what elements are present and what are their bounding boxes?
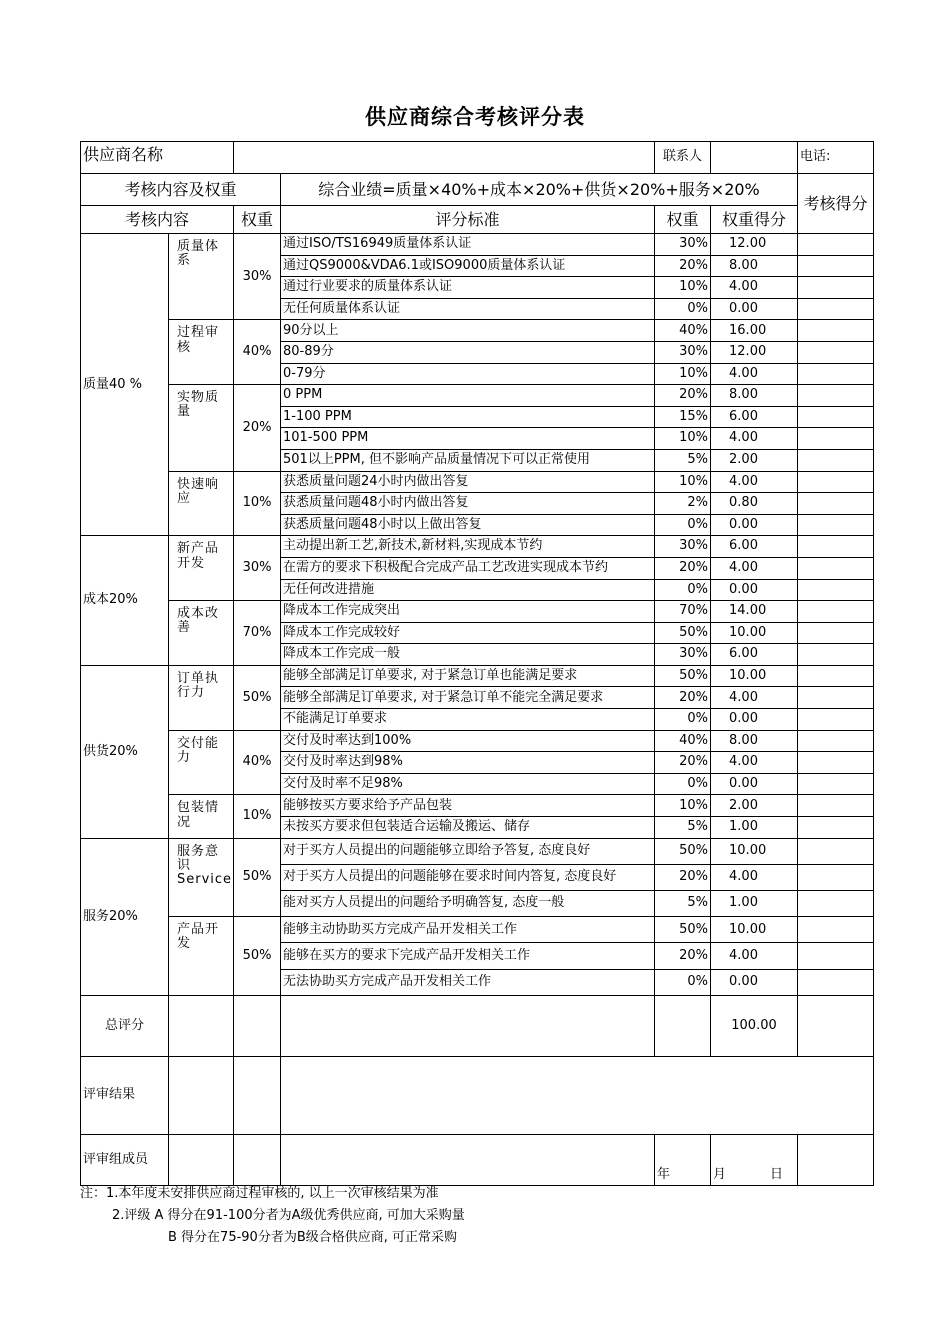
col-weight-header: 权重	[234, 206, 281, 234]
criteria-weight: 5%	[655, 891, 711, 917]
criteria-text: 获悉质量问题48小时内做出答复	[281, 493, 655, 515]
col-criteria-header: 评分标准	[281, 206, 655, 234]
weighted-score: 1.00	[711, 891, 798, 917]
criteria-weight: 50%	[655, 622, 711, 644]
criteria-text: 能够全部满足订单要求, 对于紧急订单也能满足要求	[281, 665, 655, 687]
assessment-score-field[interactable]	[798, 298, 874, 320]
subcategory-weight: 10%	[234, 471, 281, 536]
criteria-text: 0-79分	[281, 363, 655, 385]
weighted-score: 4.00	[711, 277, 798, 299]
subcategory-weight: 20%	[234, 385, 281, 471]
weighted-score: 0.00	[711, 773, 798, 795]
assessment-score-field[interactable]	[798, 255, 874, 277]
weighted-score: 4.00	[711, 428, 798, 450]
criteria-text: 对于买方人员提出的问题能够在要求时间内答复, 态度良好	[281, 864, 655, 890]
subcategory-weight: 10%	[234, 795, 281, 838]
weighted-score: 10.00	[711, 665, 798, 687]
assessment-score-field[interactable]	[798, 363, 874, 385]
weighted-score: 12.00	[711, 234, 798, 256]
criteria-weight: 70%	[655, 601, 711, 623]
weighted-score: 12.00	[711, 341, 798, 363]
subcategory-name: 包装情况	[169, 795, 234, 838]
weighted-score: 4.00	[711, 557, 798, 579]
assessment-score-field[interactable]	[798, 665, 874, 687]
assessment-score-field[interactable]	[798, 838, 874, 864]
contact-label: 联系人	[655, 142, 711, 174]
weighted-score: 10.00	[711, 622, 798, 644]
weighted-score: 8.00	[711, 385, 798, 407]
assessment-score-field[interactable]	[798, 969, 874, 995]
criteria-text: 90分以上	[281, 320, 655, 342]
assessment-score-field[interactable]	[798, 752, 874, 774]
assessment-score-field[interactable]	[798, 234, 874, 256]
assessment-score-field[interactable]	[798, 449, 874, 471]
criteria-text: 无法协助买方完成产品开发相关工作	[281, 969, 655, 995]
weighted-score: 8.00	[711, 255, 798, 277]
weights-label: 考核内容及权重	[81, 174, 281, 206]
assessment-score-field[interactable]	[798, 687, 874, 709]
criteria-weight: 40%	[655, 730, 711, 752]
result-field[interactable]	[281, 1056, 874, 1134]
subcategory-weight: 30%	[234, 536, 281, 601]
criteria-weight: 20%	[655, 752, 711, 774]
criteria-weight: 10%	[655, 795, 711, 817]
criteria-weight: 0%	[655, 773, 711, 795]
assessment-score-field[interactable]	[798, 341, 874, 363]
criteria-text: 通过QS9000&VDA6.1或ISO9000质量体系认证	[281, 255, 655, 277]
result-blank-2	[234, 1056, 281, 1134]
subcategory-weight: 30%	[234, 234, 281, 320]
subcategory-weight: 40%	[234, 730, 281, 795]
weighted-score: 1.00	[711, 817, 798, 839]
assessment-score-field[interactable]	[798, 601, 874, 623]
note-line-2: 2.评级 A 得分在91-100分者为A级优秀供应商, 可加大采购量	[112, 1208, 465, 1223]
criteria-weight: 30%	[655, 341, 711, 363]
subcategory-name: 快速响应	[169, 471, 234, 536]
criteria-weight: 0%	[655, 709, 711, 731]
category-name: 供货20%	[81, 665, 169, 838]
assessment-score-field[interactable]	[798, 891, 874, 917]
criteria-text: 能够全部满足订单要求, 对于紧急订单不能完全满足要求	[281, 687, 655, 709]
page-title: 供应商综合考核评分表	[365, 105, 585, 129]
weighted-score: 10.00	[711, 838, 798, 864]
assessment-score-field[interactable]	[798, 277, 874, 299]
assessment-score-field[interactable]	[798, 917, 874, 943]
weighted-score: 4.00	[711, 687, 798, 709]
criteria-text: 无任何改进措施	[281, 579, 655, 601]
criteria-weight: 0%	[655, 298, 711, 320]
result-label: 评审结果	[81, 1056, 169, 1134]
assessment-score-field[interactable]	[798, 385, 874, 407]
assessment-score-field[interactable]	[798, 709, 874, 731]
weighted-score: 2.00	[711, 795, 798, 817]
category-name: 服务20%	[81, 838, 169, 995]
weighted-score: 4.00	[711, 363, 798, 385]
criteria-text: 通过ISO/TS16949质量体系认证	[281, 234, 655, 256]
criteria-text: 降成本工作完成突出	[281, 601, 655, 623]
weighted-score: 0.00	[711, 298, 798, 320]
criteria-weight: 0%	[655, 579, 711, 601]
result-blank-1	[169, 1056, 234, 1134]
total-blank-3	[281, 995, 655, 1056]
criteria-weight: 20%	[655, 864, 711, 890]
weighted-score: 0.80	[711, 493, 798, 515]
criteria-weight: 10%	[655, 471, 711, 493]
subcategory-name: 质量体系	[169, 234, 234, 320]
criteria-weight: 20%	[655, 385, 711, 407]
weighted-score: 6.00	[711, 536, 798, 558]
criteria-text: 主动提出新工艺,新技术,新材料,实现成本节约	[281, 536, 655, 558]
weighted-score: 8.00	[711, 730, 798, 752]
subcategory-weight: 50%	[234, 917, 281, 996]
criteria-text: 交付及时率达到98%	[281, 752, 655, 774]
criteria-weight: 0%	[655, 514, 711, 536]
subcategory-name: 成本改善	[169, 601, 234, 666]
weighted-score: 6.00	[711, 406, 798, 428]
note-line-1: 注：1.本年度未安排供应商过程审核的, 以上一次审核结果为准	[80, 1186, 439, 1201]
weighted-score: 4.00	[711, 864, 798, 890]
criteria-text: 降成本工作完成较好	[281, 622, 655, 644]
criteria-text: 未按买方要求但包装适合运输及搬运、储存	[281, 817, 655, 839]
criteria-text: 能对买方人员提出的问题给予明确答复, 态度一般	[281, 891, 655, 917]
criteria-weight: 20%	[655, 943, 711, 969]
criteria-weight: 20%	[655, 557, 711, 579]
criteria-text: 无任何质量体系认证	[281, 298, 655, 320]
weighted-score: 6.00	[711, 644, 798, 666]
assessment-score-field[interactable]	[798, 864, 874, 890]
criteria-text: 在需方的要求下积极配合完成产品工艺改进实现成本节约	[281, 557, 655, 579]
assessment-score-field[interactable]	[798, 320, 874, 342]
team-label: 评审组成员	[81, 1134, 169, 1185]
assessment-score-field[interactable]	[798, 536, 874, 558]
total-blank-2	[234, 995, 281, 1056]
criteria-text: 能够在买方的要求下完成产品开发相关工作	[281, 943, 655, 969]
criteria-text: 80-89分	[281, 341, 655, 363]
formula-text: 综合业绩=质量×40%+成本×20%+供货×20%+服务×20%	[281, 174, 798, 206]
note-line-3: B 得分在75-90分者为B级合格供应商, 可正常采购	[168, 1230, 458, 1245]
total-blank-4	[655, 995, 711, 1056]
subcategory-name: 交付能力	[169, 730, 234, 795]
col-weight2-header: 权重	[655, 206, 711, 234]
assessment-score-field[interactable]	[798, 644, 874, 666]
criteria-weight: 20%	[655, 687, 711, 709]
assessment-score-field[interactable]	[798, 579, 874, 601]
criteria-weight: 15%	[655, 406, 711, 428]
assessment-score-field[interactable]	[798, 428, 874, 450]
criteria-weight: 40%	[655, 320, 711, 342]
assessment-score-field[interactable]	[798, 795, 874, 817]
criteria-weight: 30%	[655, 536, 711, 558]
weighted-score: 4.00	[711, 943, 798, 969]
criteria-weight: 5%	[655, 817, 711, 839]
score-label: 考核得分	[798, 174, 874, 234]
criteria-weight: 50%	[655, 917, 711, 943]
weighted-score: 0.00	[711, 579, 798, 601]
criteria-weight: 10%	[655, 277, 711, 299]
assessment-score-field[interactable]	[798, 514, 874, 536]
assessment-score-field[interactable]	[798, 943, 874, 969]
subcategory-name: 产品开发	[169, 917, 234, 996]
criteria-weight: 10%	[655, 428, 711, 450]
weighted-score: 0.00	[711, 514, 798, 536]
subcategory-weight: 40%	[234, 320, 281, 385]
date-month-day	[711, 1134, 798, 1185]
weighted-score: 10.00	[711, 917, 798, 943]
weighted-score: 0.00	[711, 709, 798, 731]
category-name: 质量40 %	[81, 234, 169, 536]
subcategory-name: 新产品开发	[169, 536, 234, 601]
criteria-weight: 50%	[655, 838, 711, 864]
assessment-score-field[interactable]	[798, 622, 874, 644]
assessment-score-field[interactable]	[798, 730, 874, 752]
weighted-score: 4.00	[711, 471, 798, 493]
assessment-score-field[interactable]	[798, 406, 874, 428]
weighted-score: 16.00	[711, 320, 798, 342]
criteria-weight: 10%	[655, 363, 711, 385]
weighted-score: 4.00	[711, 752, 798, 774]
criteria-weight: 5%	[655, 449, 711, 471]
subcategory-weight: 50%	[234, 665, 281, 730]
team-field[interactable]	[281, 1134, 655, 1185]
assessment-score-field[interactable]	[798, 817, 874, 839]
criteria-text: 获悉质量问题48小时以上做出答复	[281, 514, 655, 536]
assessment-score-field[interactable]	[798, 471, 874, 493]
team-date-blank	[798, 1134, 874, 1185]
notes	[80, 1183, 465, 1249]
date-month: 月	[713, 1167, 727, 1183]
total-label: 总评分	[81, 995, 169, 1056]
subcategory-name: 过程审核	[169, 320, 234, 385]
weighted-score: 0.00	[711, 969, 798, 995]
criteria-text: 0 PPM	[281, 385, 655, 407]
criteria-weight: 50%	[655, 665, 711, 687]
criteria-text: 能够主动协助买方完成产品开发相关工作	[281, 917, 655, 943]
phone-label: 电话:	[798, 142, 874, 174]
criteria-text: 通过行业要求的质量体系认证	[281, 277, 655, 299]
criteria-text: 降成本工作完成一般	[281, 644, 655, 666]
weighted-score: 14.00	[711, 601, 798, 623]
criteria-weight: 30%	[655, 234, 711, 256]
total-value: 100.00	[711, 995, 798, 1056]
date-day: 日	[770, 1167, 784, 1183]
assessment-score-field[interactable]	[798, 557, 874, 579]
criteria-weight: 20%	[655, 255, 711, 277]
criteria-text: 交付及时率达到100%	[281, 730, 655, 752]
subcategory-name: 服务意识Service	[169, 838, 234, 917]
date-year: 年	[655, 1134, 711, 1185]
subcategory-weight: 50%	[234, 838, 281, 917]
criteria-weight: 30%	[655, 644, 711, 666]
team-blank-1	[169, 1134, 234, 1185]
team-blank-2	[234, 1134, 281, 1185]
col-content-header: 考核内容	[81, 206, 234, 234]
subcategory-name: 实物质量	[169, 385, 234, 471]
criteria-text: 交付及时率不足98%	[281, 773, 655, 795]
criteria-text: 1-100 PPM	[281, 406, 655, 428]
supplier-name-field[interactable]	[234, 142, 655, 174]
criteria-text: 对于买方人员提出的问题能够立即给予答复, 态度良好	[281, 838, 655, 864]
subcategory-name: 订单执行力	[169, 665, 234, 730]
criteria-text: 501以上PPM, 但不影响产品质量情况下可以正常使用	[281, 449, 655, 471]
subcategory-weight: 70%	[234, 601, 281, 666]
col-weighted-header: 权重得分	[711, 206, 798, 234]
weighted-score: 2.00	[711, 449, 798, 471]
criteria-weight: 2%	[655, 493, 711, 515]
criteria-text: 能够按买方要求给予产品包装	[281, 795, 655, 817]
criteria-text: 101-500 PPM	[281, 428, 655, 450]
supplier-name-label: 供应商名称	[81, 142, 234, 174]
assessment-score-field[interactable]	[798, 773, 874, 795]
total-blank-1	[169, 995, 234, 1056]
contact-field[interactable]	[711, 142, 798, 174]
criteria-weight: 0%	[655, 969, 711, 995]
evaluation-table	[80, 141, 874, 1186]
criteria-text: 不能满足订单要求	[281, 709, 655, 731]
criteria-text: 获悉质量问题24小时内做出答复	[281, 471, 655, 493]
category-name: 成本20%	[81, 536, 169, 666]
total-score-field[interactable]	[798, 995, 874, 1056]
assessment-score-field[interactable]	[798, 493, 874, 515]
